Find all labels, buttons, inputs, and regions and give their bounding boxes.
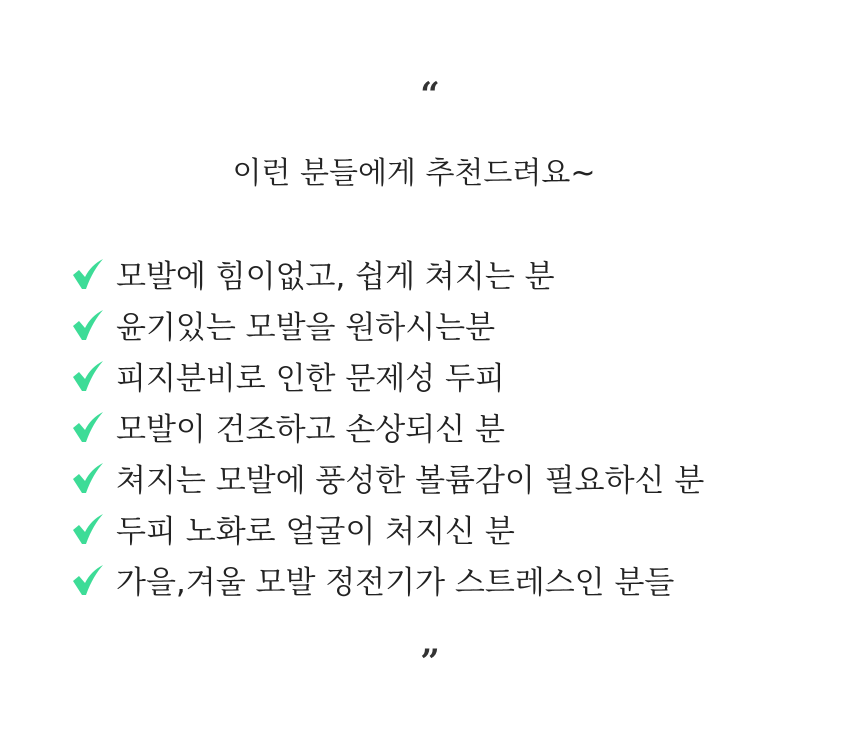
list-item-text: 쳐지는 모발에 풍성한 볼륨감이 필요하신 분 xyxy=(116,463,705,499)
checkmark-icon xyxy=(70,409,106,445)
checkmark-icon xyxy=(70,511,106,547)
closing-quote-mark: ” xyxy=(420,642,440,682)
list-item xyxy=(70,248,704,299)
list-item-text: 가을,겨울 모발 정전기가 스트레스인 분들 xyxy=(116,565,675,601)
recommendation-headline: 이런 분들에게 추천드려요~ xyxy=(232,156,596,191)
list-item-text: 피지분비로 인한 문제성 두피 xyxy=(116,361,505,397)
checkmark-icon xyxy=(70,460,106,496)
list-item-text: 모발이 건조하고 손상되신 분 xyxy=(116,412,505,448)
list-item xyxy=(70,452,704,503)
list-item xyxy=(70,401,704,452)
checkmark-icon xyxy=(70,307,106,343)
list-item-text: 모발에 힘이없고, 쉽게 쳐지는 분 xyxy=(116,259,555,295)
checkmark-icon xyxy=(70,562,106,598)
list-item-text: 윤기있는 모발을 원하시는분 xyxy=(116,310,496,346)
opening-quote-mark: “ xyxy=(420,75,440,115)
list-item xyxy=(70,299,704,350)
recommendation-list xyxy=(70,248,704,605)
checkmark-icon xyxy=(70,358,106,394)
list-item xyxy=(70,503,704,554)
list-item-text: 두피 노화로 얼굴이 처지신 분 xyxy=(116,514,515,550)
list-item xyxy=(70,554,704,605)
list-item xyxy=(70,350,704,401)
checkmark-icon xyxy=(70,256,106,292)
